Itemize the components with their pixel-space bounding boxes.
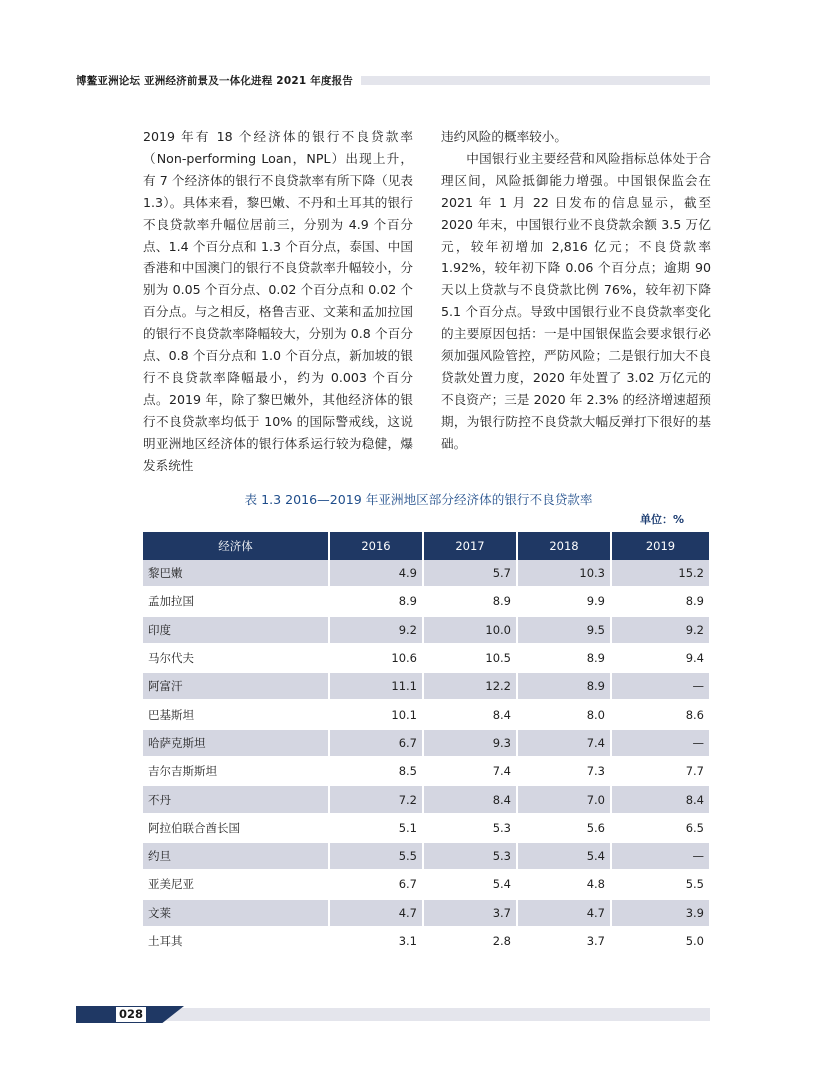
- value-cell: 5.3: [424, 843, 518, 871]
- value-cell: 10.6: [330, 645, 424, 673]
- value-cell: 8.9: [518, 673, 612, 701]
- economy-cell: 印度: [143, 617, 330, 645]
- value-cell: 7.0: [518, 786, 612, 814]
- value-cell: 4.7: [518, 900, 612, 928]
- value-cell: 10.0: [424, 617, 518, 645]
- value-cell: 9.5: [518, 617, 612, 645]
- value-cell: 9.9: [518, 588, 612, 616]
- table-unit: 单位：%: [639, 513, 684, 526]
- value-cell: 4.7: [330, 900, 424, 928]
- header-cell: 2017: [424, 532, 518, 560]
- value-cell: 5.5: [612, 871, 709, 899]
- value-cell: 5.3: [424, 815, 518, 843]
- value-cell: 11.1: [330, 673, 424, 701]
- left-column: [143, 126, 413, 477]
- economy-cell: 土耳其: [143, 928, 330, 956]
- value-cell: 8.4: [424, 786, 518, 814]
- header-cell: 2018: [518, 532, 612, 560]
- table-caption: 表 1.3 2016—2019 年亚洲地区部分经济体的银行不良贷款率: [244, 492, 593, 507]
- economy-cell: 约旦: [143, 843, 330, 871]
- value-cell: 5.7: [424, 560, 518, 588]
- table-row: [143, 871, 709, 899]
- value-cell: 7.3: [518, 758, 612, 786]
- table-row: [143, 730, 709, 758]
- value-cell: 8.0: [518, 701, 612, 729]
- value-cell: 10.5: [424, 645, 518, 673]
- value-cell: 8.9: [424, 588, 518, 616]
- header-cell: 2016: [330, 532, 424, 560]
- value-cell: 8.9: [518, 645, 612, 673]
- value-cell: 3.1: [330, 928, 424, 956]
- value-cell: 5.1: [330, 815, 424, 843]
- value-cell: 7.4: [424, 758, 518, 786]
- value-cell: 3.7: [518, 928, 612, 956]
- page-number: 028: [116, 1007, 146, 1022]
- value-cell: 8.4: [612, 786, 709, 814]
- economy-cell: 孟加拉国: [143, 588, 330, 616]
- table-row: [143, 786, 709, 814]
- body-paragraph-continuation: 违约风险的概率较小。: [441, 129, 567, 144]
- value-cell: 2.8: [424, 928, 518, 956]
- value-cell: 9.2: [330, 617, 424, 645]
- value-cell: 4.9: [330, 560, 424, 588]
- economy-cell: 马尔代夫: [143, 645, 330, 673]
- table-header-row: [143, 532, 709, 560]
- value-cell: 8.9: [612, 588, 709, 616]
- value-cell: 6.7: [330, 730, 424, 758]
- value-cell: 5.0: [612, 928, 709, 956]
- value-cell: 7.4: [518, 730, 612, 758]
- economy-cell: 亚美尼亚: [143, 871, 330, 899]
- table-row: [143, 560, 709, 588]
- value-cell: 6.7: [330, 871, 424, 899]
- economy-cell: 巴基斯坦: [143, 701, 330, 729]
- value-cell: 10.3: [518, 560, 612, 588]
- table-row: [143, 928, 709, 956]
- table-row: [143, 900, 709, 928]
- value-cell: 5.5: [330, 843, 424, 871]
- value-cell: 5.4: [424, 871, 518, 899]
- header-title: 博鳌亚洲论坛 亚洲经济前景及一体化进程 2021 年度报告: [76, 74, 353, 87]
- value-cell: 7.7: [612, 758, 709, 786]
- running-header: [76, 71, 710, 89]
- table-row: [143, 701, 709, 729]
- value-cell: —: [612, 673, 709, 701]
- economy-cell: 阿拉伯联合酋长国: [143, 815, 330, 843]
- economy-cell: 阿富汗: [143, 673, 330, 701]
- economy-cell: 不丹: [143, 786, 330, 814]
- table-row: [143, 843, 709, 871]
- value-cell: 5.6: [518, 815, 612, 843]
- table-row: [143, 815, 709, 843]
- body-paragraph: 2019 年有 18 个经济体的银行不良贷款率（Non-performing Loan，NPL）出现上升，有 7 个经济体的银行不良贷款率有所下降（见表 1.3）。具体来看，黎巴嫩、不丹和土耳其的银行不良贷款率升幅位居前三，分别为 4.9 个百分点、1.4 个百分点和 1.3 个百分点，泰国、中国香港和中国澳门的银行不良贷款率升幅较小，分别为 0.05 个百分点、0.02 个百分点和 0.02 个百分点。与之相反，格鲁吉亚、文莱和孟加拉国的银行不良贷款率降幅较大，分别为 0.8 个百分点、0.8 个百分点和 1.0 个百分点，新加坡的银行不良贷款率降幅最小，约为 0.003 个百分点。2019 年，除了黎巴嫩外，其他经济体的银行不良贷款率均低于 10% 的国际警戒线，这说明亚洲地区经济体的银行体系运行较为稳健，爆发系统性: [143, 129, 413, 473]
- npl-table: [143, 532, 709, 956]
- value-cell: —: [612, 730, 709, 758]
- economy-cell: 文莱: [143, 900, 330, 928]
- value-cell: 8.4: [424, 701, 518, 729]
- value-cell: 8.5: [330, 758, 424, 786]
- value-cell: 8.6: [612, 701, 709, 729]
- value-cell: —: [612, 843, 709, 871]
- table-row: [143, 758, 709, 786]
- value-cell: 10.1: [330, 701, 424, 729]
- table-row: [143, 673, 709, 701]
- table-row: [143, 588, 709, 616]
- value-cell: 9.3: [424, 730, 518, 758]
- economy-cell: 黎巴嫩: [143, 560, 330, 588]
- value-cell: 4.8: [518, 871, 612, 899]
- header-cell: 经济体: [143, 532, 330, 560]
- value-cell: 9.2: [612, 617, 709, 645]
- page-footer: [76, 1006, 710, 1023]
- header-cell: 2019: [612, 532, 709, 560]
- table-row: [143, 617, 709, 645]
- value-cell: 15.2: [612, 560, 709, 588]
- header-rule: [361, 76, 710, 85]
- value-cell: 8.9: [330, 588, 424, 616]
- table-row: [143, 645, 709, 673]
- value-cell: 7.2: [330, 786, 424, 814]
- economy-cell: 吉尔吉斯斯坦: [143, 758, 330, 786]
- value-cell: 3.7: [424, 900, 518, 928]
- value-cell: 6.5: [612, 815, 709, 843]
- value-cell: 12.2: [424, 673, 518, 701]
- value-cell: 3.9: [612, 900, 709, 928]
- right-column: [441, 126, 711, 455]
- economy-cell: 哈萨克斯坦: [143, 730, 330, 758]
- value-cell: 9.4: [612, 645, 709, 673]
- body-paragraph: 中国银行业主要经营和风险指标总体处于合理区间，风险抵御能力增强。中国银保监会在 2021 年 1 月 22 日发布的信息显示，截至 2020 年末，中国银行业不良贷款余额 3.5 万亿元，较年初增加 2,816 亿元；不良贷款率 1.92%，较年初下降 0.06 个百分点；逾期 90 天以上贷款与不良贷款比例 76%，较年初下降 5.1 个百分点。导致中国银行业不良贷款率变化的主要原因包括：一是中国银保监会要求银行必须加强风险管控，严防风险；二是银行加大不良贷款处置力度，2020 年处置了 3.02 万亿元的不良资产；三是 2020 年 2.3% 的经济增速超预期，为银行防控不良贷款大幅反弹打下很好的基础。: [441, 150, 711, 451]
- value-cell: 5.4: [518, 843, 612, 871]
